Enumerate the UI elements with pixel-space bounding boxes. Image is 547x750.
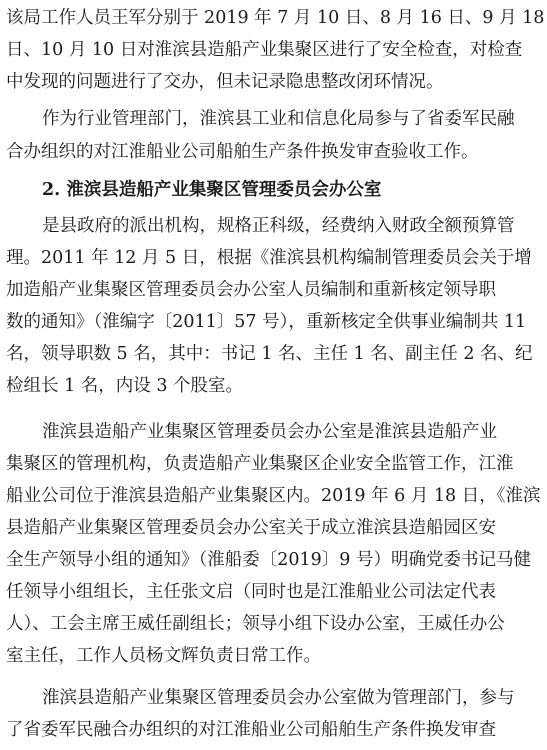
paragraph-line-17: 全生产领导小组的通知》（淮船委〔2019〕9 号）明确党委书记马健 <box>6 550 531 570</box>
paragraph-line-20: 室主任，工作人员杨文辉负责日常工作。 <box>6 646 321 666</box>
paragraph-line-9: 加造船产业集聚区管理委员会办公室人员编制和重新核定领导职 <box>6 280 496 300</box>
paragraph-line-8: 理。2011 年 12 月 5 日，根据《淮滨县机构编制管理委员会关于增 <box>6 248 532 268</box>
paragraph-line-1: 该局工作人员王军分别于 2019 年 7 月 10 日、8 月 16 日、9 月 18 <box>6 8 545 28</box>
paragraph-line-15: 船业公司位于淮滨县造船产业集聚区内。2019 年 6 月 18 日，《淮滨 <box>6 486 541 506</box>
section-heading: 2. 淮滨县造船产业集聚区管理委员会办公室 <box>42 180 382 200</box>
paragraph-line-11: 名，领导职数 5 名，其中：书记 1 名、主任 1 名、副主任 2 名、纪 <box>6 344 533 364</box>
paragraph-line-13: 淮滨县造船产业集聚区管理委员会办公室是淮滨县造船产业 <box>42 422 497 442</box>
paragraph-line-3: 中发现的问题进行了交办，但未记录隐患整改闭环情况。 <box>6 72 444 92</box>
paragraph-line-16: 县造船产业集聚区管理委员会办公室关于成立淮滨县造船园区安 <box>6 518 496 538</box>
paragraph-line-14: 集聚区的管理机构，负责造船产业集聚区企业安全监管工作，江淮 <box>6 454 514 474</box>
paragraph-line-5: 合办组织的对江淮船业公司船舶生产条件换发审查验收工作。 <box>6 142 479 162</box>
paragraph-line-22: 了省委军民融合办组织的对江淮船业公司船舶生产条件换发审查 <box>6 720 496 740</box>
paragraph-line-18: 任领导小组组长，主任张文启（同时也是江淮船业公司法定代表 <box>6 582 496 602</box>
paragraph-line-21: 淮滨县造船产业集聚区管理委员会办公室做为管理部门，参与 <box>42 688 515 708</box>
paragraph-line-10: 数的通知》（淮编字〔2011〕57 号），重新核定全供事业编制共 11 <box>6 312 527 332</box>
paragraph-line-7: 是县政府的派出机构，规格正科级，经费纳入财政全额预算管 <box>42 216 515 236</box>
paragraph-line-19: 人）、工会主席王威任副组长；领导小组下设办公室，王威任办公 <box>6 614 505 634</box>
paragraph-line-2: 日、10 月 10 日对淮滨县造船产业集聚区进行了安全检查，对检查 <box>6 40 523 60</box>
paragraph-line-4: 作为行业管理部门，淮滨县工业和信息化局参与了省委军民融 <box>42 109 515 129</box>
paragraph-line-12: 检组长 1 名，内设 3 个股室。 <box>6 376 244 396</box>
